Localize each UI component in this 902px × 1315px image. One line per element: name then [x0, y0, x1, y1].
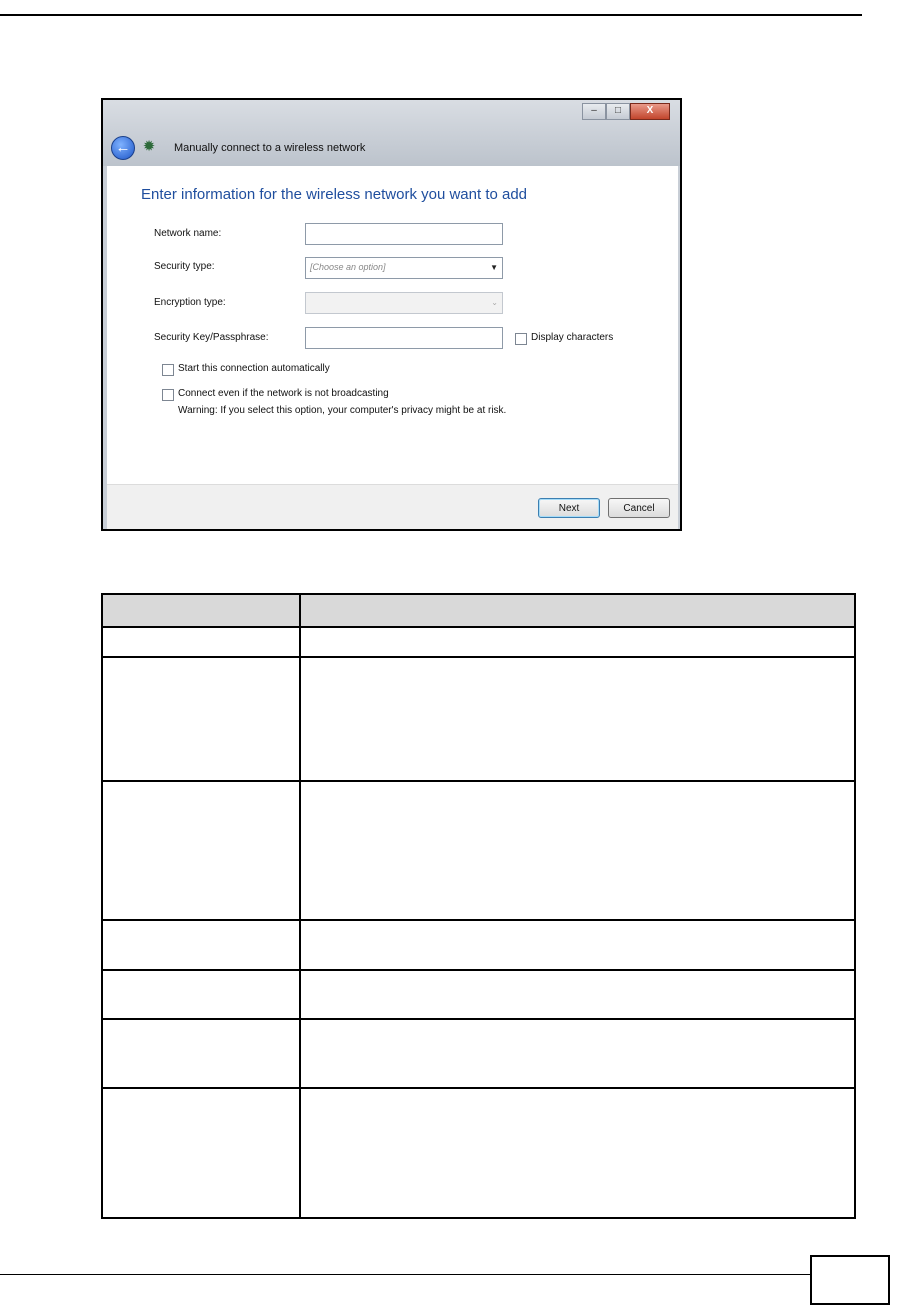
table-column-divider — [299, 595, 301, 1217]
page-number-box — [810, 1255, 890, 1305]
table-row — [103, 782, 854, 921]
table-row — [103, 1020, 854, 1089]
back-arrow-icon[interactable]: ← — [111, 136, 135, 160]
maximize-button[interactable]: □ — [606, 103, 630, 120]
window-controls — [582, 103, 670, 120]
dialog-title: Manually connect to a wireless network — [174, 142, 366, 154]
minimize-button[interactable]: – — [582, 103, 606, 120]
chevron-down-icon: ⌄ — [491, 298, 498, 307]
cancel-button[interactable]: Cancel — [608, 498, 670, 518]
table-row — [103, 658, 854, 782]
wireless-connect-dialog — [101, 98, 682, 531]
chevron-down-icon: ▼ — [490, 263, 498, 272]
connect-even-label: Connect even if the network is not broadcasting — [178, 388, 389, 399]
dialog-footer — [107, 484, 678, 530]
header-rule — [0, 14, 862, 16]
table-header-row — [103, 595, 854, 628]
display-characters-label: Display characters — [531, 332, 614, 343]
network-name-label: Network name: — [154, 228, 222, 239]
encryption-type-select[interactable] — [305, 292, 503, 314]
close-button[interactable]: X — [630, 103, 670, 120]
display-characters-checkbox[interactable] — [515, 333, 527, 345]
start-automatically-checkbox[interactable] — [162, 364, 174, 376]
footer-rule — [0, 1274, 810, 1275]
dialog-titlebar — [103, 100, 680, 166]
start-automatically-label: Start this connection automatically — [178, 363, 330, 374]
dialog-heading: Enter information for the wireless network you want to add — [141, 186, 528, 203]
table-row — [103, 921, 854, 971]
table-row — [103, 971, 854, 1020]
dialog-body — [107, 166, 678, 484]
security-key-label: Security Key/Passphrase: — [154, 332, 269, 343]
table-row — [103, 1089, 854, 1217]
security-type-label: Security type: — [154, 261, 215, 272]
security-type-placeholder: [Choose an option] — [310, 262, 386, 272]
network-name-input[interactable] — [305, 223, 503, 245]
table-row — [103, 628, 854, 658]
encryption-type-label: Encryption type: — [154, 297, 226, 308]
security-type-select[interactable] — [305, 257, 503, 279]
wireless-network-icon: ✹ — [142, 138, 156, 155]
next-button[interactable]: Next — [538, 498, 600, 518]
connect-even-checkbox[interactable] — [162, 389, 174, 401]
security-key-input[interactable] — [305, 327, 503, 349]
privacy-warning: Warning: If you select this option, your computer's privacy might be at risk. — [178, 405, 507, 416]
description-table — [101, 593, 856, 1219]
